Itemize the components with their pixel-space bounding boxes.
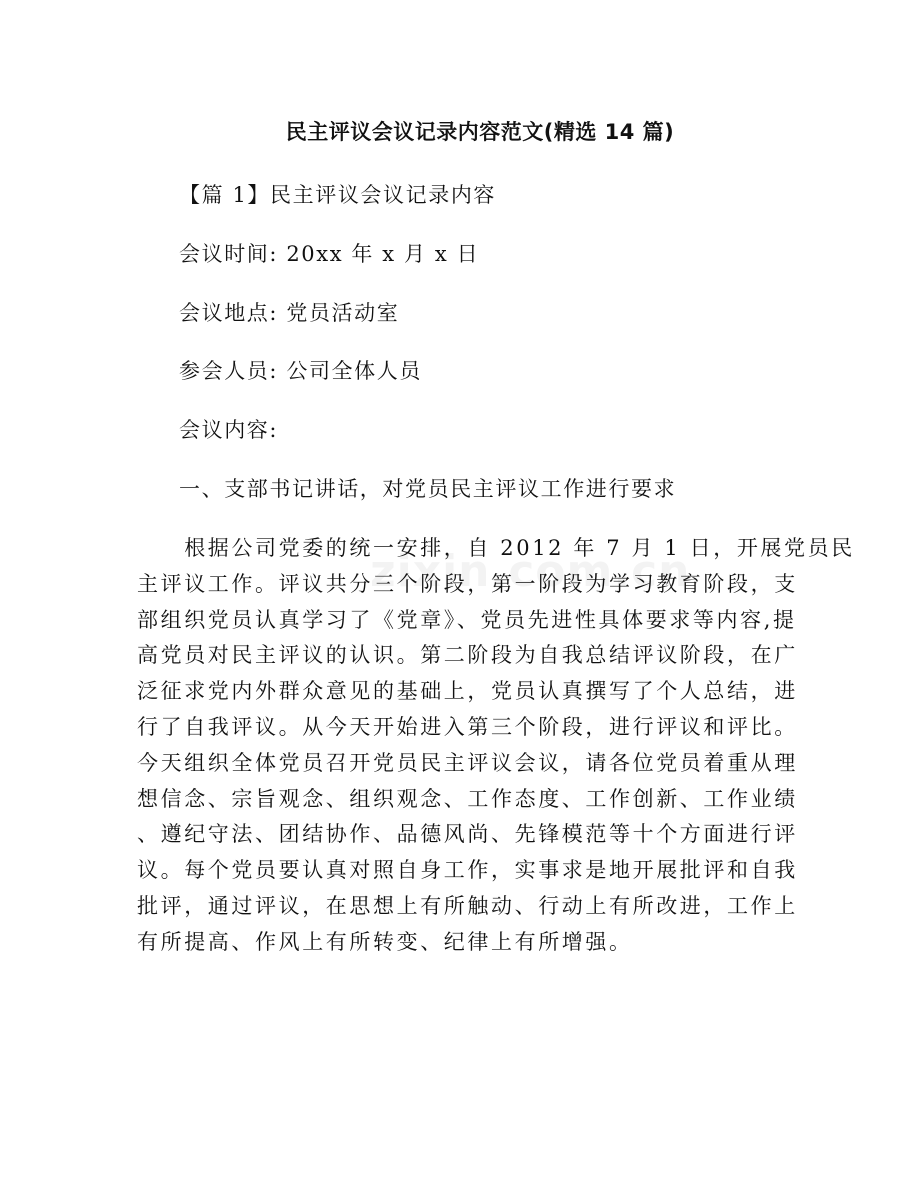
section-heading: 【篇 1】民主评议会议记录内容 (179, 183, 497, 207)
document-title: 民主评议会议记录内容范文(精选 14 篇) (285, 120, 675, 144)
meeting-place: 会议地点: 党员活动室 (179, 301, 400, 325)
paragraph-line: 泛征求党内外群众意见的基础上，党员认真撰写了个人总结，进 (137, 679, 798, 704)
paragraph-line: 批评，通过评议，在思想上有所触动、行动上有所改进，工作上 (137, 893, 798, 918)
paragraph-line: 、遵纪守法、团结协作、品德风尚、先锋模范等十个方面进行评 (137, 822, 798, 847)
paragraph-line: 有所提高、作风上有所转变、纪律上有所增强。 (137, 929, 633, 954)
agenda-item-one: 一、支部书记讲话，对党员民主评议工作进行要求 (179, 477, 677, 501)
paragraph-line: 今天组织全体党员召开党员民主评议会议，请各位党员着重从理 (137, 750, 798, 775)
content-label: 会议内容: (179, 418, 279, 442)
paragraph-line: 根据公司党委的统一安排，自 2012 年 7 月 1 日，开展党员民 (137, 536, 855, 560)
paragraph-line: 部组织党员认真学习了《党章》、党员先进性具体要求等内容,提 (137, 607, 797, 632)
paragraph-line: 主评议工作。评议共分三个阶段，第一阶段为学习教育阶段，支 (137, 571, 798, 596)
paragraph-line: 行了自我评议。从今天开始进入第三个阶段，进行评议和评比。 (137, 714, 798, 739)
attendees: 参会人员: 公司全体人员 (179, 359, 422, 383)
meeting-time: 会议时间: 20xx 年 x 月 x 日 (179, 242, 480, 266)
body-paragraph (137, 531, 855, 961)
paragraph-line: 想信念、宗旨观念、组织观念、工作态度、工作创新、工作业绩 (137, 786, 798, 811)
paragraph-line: 议。每个党员要认真对照自身工作，实事求是地开展批评和自我 (137, 858, 798, 883)
paragraph-line: 高党员对民主评议的认识。第二阶段为自我总结评议阶段，在广 (137, 643, 798, 668)
